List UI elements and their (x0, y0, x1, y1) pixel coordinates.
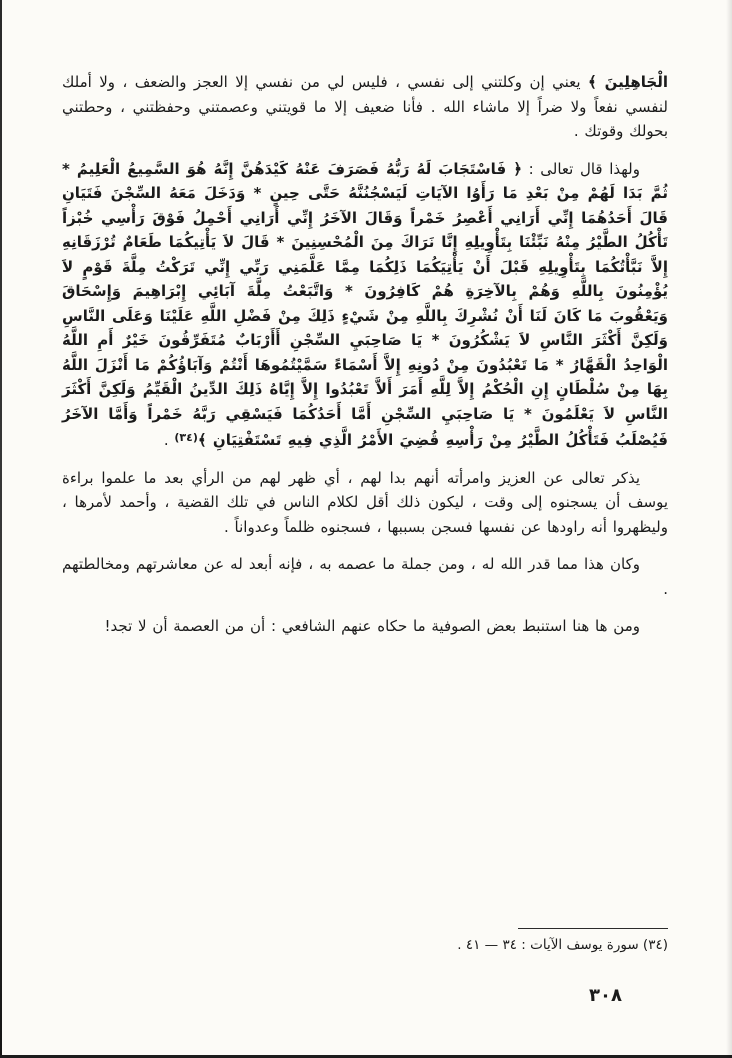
footnote-marker: (٣٤) (174, 431, 198, 444)
commentary-intro-text: يعني إن وكلتني إلى نفسي ، فليس لي من نفسي إلا العجز والضعف ، ولا أملك لنفسي نفعاً ولا ضراً إلا ماشاء الله . فأنا ضعيف إلا ما قويتني وعصمتني وحفظتني ، وحطتني بحولك وقوتك . (62, 73, 668, 140)
paragraph-tafsir-2: وكان هذا مما قدر الله له ، ومن جملة ما عصمه به ، فإنه أبعد له عن معاشرتهم ومخالطتهم . (62, 555, 668, 598)
paragraph-quran-quote (62, 157, 668, 453)
page-number: ٣٠٨ (589, 985, 622, 1006)
scan-edge-left (0, 0, 2, 1058)
paragraph-commentary-intro (62, 70, 668, 144)
quran-intro-text: ولهذا قال تعالى : (522, 159, 640, 178)
quran-tail-word: الْجَاهِلِينَ ﴾ (587, 73, 668, 91)
footnote-separator-rule (518, 928, 668, 929)
quran-verses-text: ﴿ فَاسْتَجَابَ لَهُ رَبُّهُ فَصَرَفَ عَنْهُ كَيْدَهُنَّ إِنَّهُ هُوَ السَّمِيعُ الْعَلِيمُ * ثُمَّ بَدَا لَهُمْ مِنْ بَعْدِ مَا رَأَوُا الآيَاتِ لَيَسْجُنُنَّهُ حَتَّى حِينٍ * وَدَخَلَ مَعَهُ السِّجْنَ فَتَيَانِ قَالَ أَحَدُهُمَا إِنِّي أَرَانِي أَعْصِرُ خَمْراً وَقَالَ الآخَرُ إِنِّي أَرَانِي أَحْمِلُ فَوْقَ رَأْسِي خُبْزاً تَأْكُلُ الطَّيْرُ مِنْهُ نَبِّئْنَا بِتَأْوِيلِهِ إِنَّا نَرَاكَ مِنَ الْمُحْسِنِينَ * قَالَ لاَ يَأْتِيكُمَا طَعَامٌ تُرْزَقَانِهِ إِلاَّ نَبَّأْتُكُمَا بِتَأْوِيلِهِ قَبْلَ أَنْ يَأْتِيَكُمَا ذَلِكُمَا مِمَّا عَلَّمَنِي رَبِّي إِنِّي تَرَكْتُ مِلَّةَ قَوْمٍ لاَ يُؤْمِنُونَ بِاللَّهِ وَهُمْ بِالآخِرَةِ هُمْ كَافِرُونَ * وَاتَّبَعْتُ مِلَّةَ آبَائِي إِبْرَاهِيمَ وَإِسْحَاقَ وَيَعْقُوبَ مَا كَانَ لَنَا أَنْ نُشْرِكَ بِاللَّهِ مِنْ شَيْءٍ ذَلِكَ مِنْ فَضْلِ اللَّهِ عَلَيْنَا وَعَلَى النَّاسِ وَلَكِنَّ أَكْثَرَ النَّاسِ لاَ يَشْكُرُونَ * يَا صَاحِبَيِ السِّجْنِ أَأَرْبَابٌ مُتَفَرِّقُونَ خَيْرٌ أَمِ اللَّهُ الْوَاحِدُ الْقَهَّارُ * مَا تَعْبُدُونَ مِنْ دُونِهِ إِلاَّ أَسْمَاءً سَمَّيْتُمُوهَا أَنْتُمْ وَآبَاؤُكُمْ مَا أَنْزَلَ اللَّهُ بِهَا مِنْ سُلْطَانٍ إِنِ الْحُكْمُ إِلاَّ لِلَّهِ أَمَرَ أَلاَّ تَعْبُدُوا إِلاَّ إِيَّاهُ ذَلِكَ الدِّينُ الْقَيِّمُ وَلَكِنَّ أَكْثَرَ النَّاسِ لاَ يَعْلَمُونَ * يَا صَاحِبَيِ السِّجْنِ أَمَّا أَحَدُكُمَا فَيَسْقِي رَبَّهُ خَمْراً وَأَمَّا الآخَرُ فَيُصْلَبُ فَتَأْكُلُ الطَّيْرُ مِنْ رَأْسِهِ قُضِيَ الأَمْرُ الَّذِي فِيهِ تَسْتَفْتِيَانِ ﴾ (62, 159, 668, 449)
scan-shadow-right (726, 0, 732, 1058)
text-block (62, 70, 668, 652)
paragraph-tafsir-3: ومن ها هنا استنبط بعض الصوفية ما حكاه عنهم الشافعي : أن من العصمة أن لا تجد! (104, 617, 640, 635)
paragraph-tafsir-1: يذكر تعالى عن العزيز وامرأته أنهم بدا لهم ، أي ظهر لهم من الرأي بعد ما علموا براءة يوسف أن يسجنوه إلى وقت ، ليكون ذلك أقل لكلام الناس في تلك القضية ، وأحمد لأمرها ، وليظهروا أنه راودها عن نفسها فسجن بسببها ، فسجنوه ظلماً وعدواناً . (62, 468, 668, 536)
footnote-area (62, 928, 668, 954)
footnote-text: (٣٤) سورة يوسف الآيات : ٣٤ — ٤١ . (457, 937, 668, 953)
sentence-end-period: . (163, 431, 175, 449)
